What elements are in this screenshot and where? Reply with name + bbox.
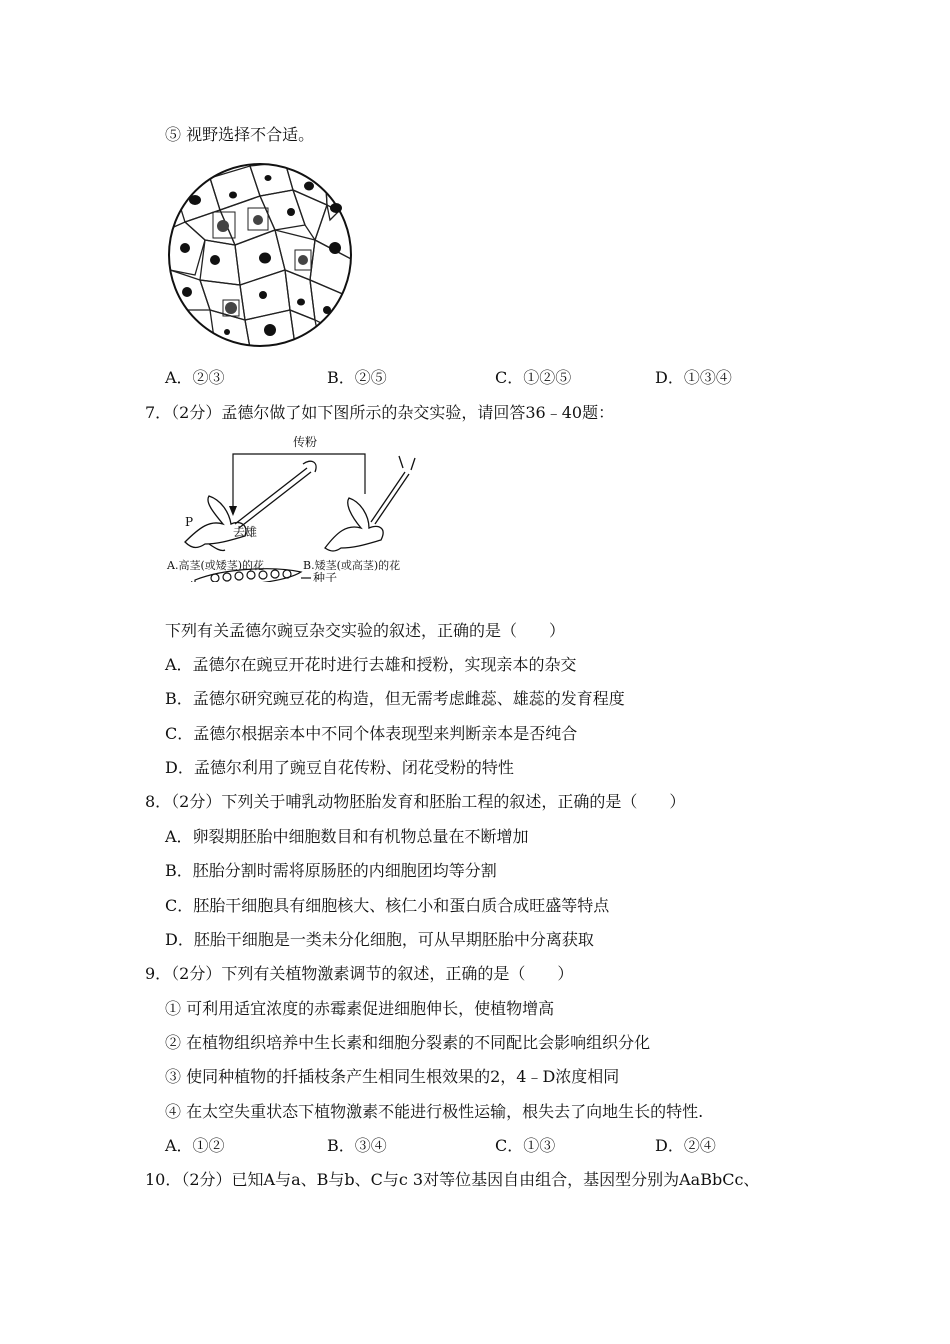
- cell-micrograph-figure: [165, 160, 355, 350]
- q8-stem: 8．（2分）下列关于哺乳动物胚胎发育和胚胎工程的叙述，正确的是（ ）: [145, 792, 686, 811]
- q9-option-a[interactable]: A．①②: [165, 1136, 225, 1155]
- figure-label-p: P: [185, 515, 194, 529]
- q9-option-b[interactable]: B．③④: [327, 1136, 387, 1155]
- q7-option-d[interactable]: D．孟德尔利用了豌豆自花传粉、闭花受粉的特性: [165, 758, 514, 777]
- figure-label-emasculation: 去雄: [233, 525, 258, 539]
- q9-stem: 9．（2分）下列有关植物激素调节的叙述，正确的是（ ）: [145, 964, 574, 983]
- q9-option-d[interactable]: D．②④: [655, 1136, 716, 1155]
- q7-stem: 7．（2分）孟德尔做了如下图所示的杂交实验，请回答36﹣40题：: [145, 403, 615, 422]
- q8-option-d[interactable]: D．胚胎干细胞是一类未分化细胞，可从早期胚胎中分离获取: [165, 930, 594, 949]
- figure-label-b: B.矮茎(或高茎)的花: [303, 559, 401, 572]
- figure-label-a: A.高茎(或矮茎)的花: [167, 559, 265, 572]
- q9-item-1: ① 可利用适宜浓度的赤霉素促进细胞伸长，使植物增高: [165, 999, 555, 1018]
- q7-question: 下列有关孟德尔豌豆杂交实验的叙述，正确的是（ ）: [165, 621, 566, 640]
- q7-option-a[interactable]: A．孟德尔在豌豆开花时进行去雄和授粉，实现亲本的杂交: [165, 655, 577, 674]
- q9-option-c[interactable]: C．①③: [495, 1136, 556, 1155]
- figure-label-seed: 种子: [313, 571, 338, 582]
- figure-label-pollination: 传粉: [293, 435, 318, 449]
- q9-options: [165, 1135, 815, 1157]
- q9-item-3: ③ 使同种植物的扦插枝条产生相同生根效果的2，4﹣D浓度相同: [165, 1067, 620, 1086]
- q6-options: [165, 367, 815, 389]
- q6-option-d[interactable]: D．①③④: [655, 368, 732, 387]
- q7-option-c[interactable]: C．孟德尔根据亲本中不同个体表现型来判断亲本是否纯合: [165, 724, 578, 743]
- q6-option-c[interactable]: C．①②⑤: [495, 368, 572, 387]
- q6-option-a[interactable]: A．②③: [165, 368, 225, 387]
- q7-option-b[interactable]: B．孟德尔研究豌豆花的构造，但无需考虑雌蕊、雄蕊的发育程度: [165, 689, 625, 708]
- q9-item-2: ② 在植物组织培养中生长素和细胞分裂素的不同配比会影响组织分化: [165, 1033, 651, 1052]
- q6-item-5: ⑤ 视野选择不合适。: [165, 125, 315, 144]
- q8-option-b[interactable]: B．胚胎分割时需将原肠胚的内细胞团均等分割: [165, 861, 497, 880]
- q8-option-a[interactable]: A．卵裂期胚胎中细胞数目和有机物总量在不断增加: [165, 827, 529, 846]
- q6-option-b[interactable]: B．②⑤: [327, 368, 387, 387]
- q9-item-4: ④ 在太空失重状态下植物激素不能进行极性运输，根失去了向地生长的特性.: [165, 1102, 704, 1121]
- q10-stem: 10．（2分）已知A与a、B与b、C与c 3对等位基因自由组合，基因型分别为AaBbCc、: [145, 1170, 760, 1189]
- mendel-cross-figure: [165, 432, 425, 582]
- q8-option-c[interactable]: C．胚胎干细胞具有细胞核大、核仁小和蛋白质合成旺盛等特点: [165, 896, 610, 915]
